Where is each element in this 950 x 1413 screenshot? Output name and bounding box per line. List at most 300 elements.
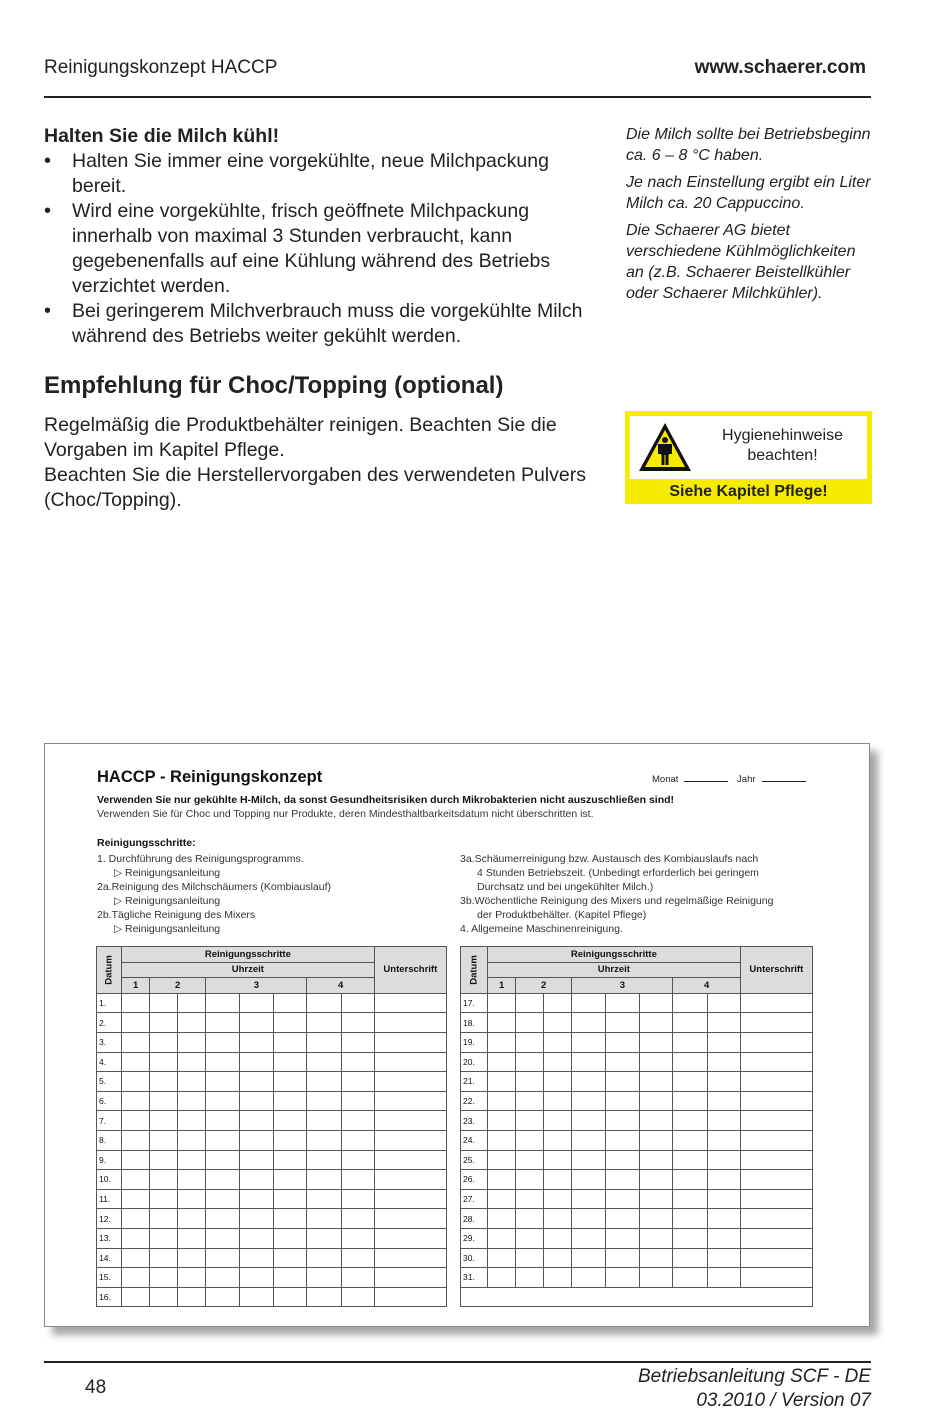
signature-cell[interactable] (740, 1091, 812, 1111)
time-cell[interactable] (178, 1032, 206, 1052)
time-cell[interactable] (606, 1091, 640, 1111)
time-cell[interactable] (673, 1150, 707, 1170)
signature-header: Unterschrift (740, 947, 812, 994)
time-cell[interactable] (341, 1248, 374, 1268)
signature-cell[interactable] (374, 1111, 446, 1131)
time-cell[interactable] (516, 1130, 544, 1150)
time-cell[interactable] (640, 1248, 673, 1268)
time-cell[interactable] (572, 1091, 606, 1111)
time-cell[interactable] (240, 1287, 274, 1307)
time-cell[interactable] (150, 1170, 178, 1190)
time-cell[interactable] (707, 1032, 740, 1052)
time-cell[interactable] (341, 1150, 374, 1170)
time-cell[interactable] (673, 1170, 707, 1190)
time-cell[interactable] (544, 1228, 572, 1248)
time-cell[interactable] (572, 1150, 606, 1170)
day-number: 19. (461, 1032, 488, 1052)
time-cell[interactable] (307, 1170, 341, 1190)
log-table-left (96, 946, 447, 1307)
signature-cell[interactable] (740, 1013, 812, 1033)
time-cell[interactable] (606, 1111, 640, 1131)
time-cell[interactable] (150, 1287, 178, 1307)
time-cell[interactable] (640, 1091, 673, 1111)
signature-cell[interactable] (740, 1268, 812, 1288)
signature-cell[interactable] (740, 1111, 812, 1131)
time-cell[interactable] (640, 1013, 673, 1033)
time-cell[interactable] (673, 1130, 707, 1150)
time-cell[interactable] (150, 1209, 178, 1229)
time-cell[interactable] (673, 1248, 707, 1268)
time-cell[interactable] (150, 1013, 178, 1033)
time-cell[interactable] (307, 1091, 341, 1111)
time-cell[interactable] (544, 1111, 572, 1131)
step-line: 4. Allgemeine Maschinenreinigung. (460, 923, 623, 935)
time-cell[interactable] (516, 1013, 544, 1033)
time-cell[interactable] (274, 1209, 307, 1229)
time-cell[interactable] (341, 1091, 374, 1111)
time-cell[interactable] (122, 1170, 150, 1190)
time-cell[interactable] (240, 1052, 274, 1072)
time-cell[interactable] (488, 1032, 516, 1052)
time-cell[interactable] (516, 1032, 544, 1052)
day-number: 31. (461, 1268, 488, 1288)
signature-cell[interactable] (740, 1189, 812, 1209)
steps-header: Reinigungsschritte (122, 947, 375, 963)
signature-cell[interactable] (374, 1072, 446, 1092)
time-cell[interactable] (516, 1111, 544, 1131)
signature-cell[interactable] (740, 1052, 812, 1072)
time-cell[interactable] (178, 1111, 206, 1131)
time-cell[interactable] (307, 1032, 341, 1052)
time-cell[interactable] (178, 1052, 206, 1072)
time-cell[interactable] (178, 1091, 206, 1111)
time-cell[interactable] (206, 1032, 240, 1052)
time-cell[interactable] (673, 1072, 707, 1092)
signature-cell[interactable] (740, 1248, 812, 1268)
time-cell[interactable] (516, 1248, 544, 1268)
time-cell[interactable] (206, 993, 240, 1013)
time-cell[interactable] (341, 1228, 374, 1248)
time-cell[interactable] (640, 1228, 673, 1248)
time-cell[interactable] (572, 993, 606, 1013)
time-cell[interactable] (307, 1130, 341, 1150)
time-cell[interactable] (606, 1150, 640, 1170)
time-cell[interactable] (673, 1228, 707, 1248)
time-cell[interactable] (606, 1268, 640, 1288)
time-cell[interactable] (572, 1052, 606, 1072)
time-cell[interactable] (206, 1268, 240, 1288)
time-cell[interactable] (122, 1189, 150, 1209)
time-cell[interactable] (341, 993, 374, 1013)
signature-cell[interactable] (740, 1209, 812, 1229)
time-cell[interactable] (274, 1130, 307, 1150)
day-row (97, 1170, 447, 1190)
time-cell[interactable] (178, 1189, 206, 1209)
time-cell[interactable] (707, 993, 740, 1013)
time-cell[interactable] (274, 1052, 307, 1072)
time-cell[interactable] (488, 1091, 516, 1111)
time-cell[interactable] (274, 1287, 307, 1307)
time-cell[interactable] (206, 1091, 240, 1111)
time-cell[interactable] (544, 1052, 572, 1072)
time-cell[interactable] (206, 1248, 240, 1268)
time-cell[interactable] (150, 1248, 178, 1268)
time-cell[interactable] (516, 1052, 544, 1072)
time-cell[interactable] (307, 1052, 341, 1072)
time-cell[interactable] (206, 1130, 240, 1150)
time-cell[interactable] (488, 1248, 516, 1268)
header-website: www.schaerer.com (694, 57, 866, 78)
time-cell[interactable] (606, 1013, 640, 1033)
time-cell[interactable] (673, 1052, 707, 1072)
time-cell[interactable] (206, 1111, 240, 1131)
time-cell[interactable] (673, 993, 707, 1013)
time-cell[interactable] (274, 1072, 307, 1092)
time-cell[interactable] (122, 993, 150, 1013)
time-cell[interactable] (307, 993, 341, 1013)
time-cell[interactable] (488, 1209, 516, 1229)
time-cell[interactable] (572, 1013, 606, 1033)
signature-cell[interactable] (374, 1189, 446, 1209)
signature-cell[interactable] (374, 1209, 446, 1229)
time-cell[interactable] (240, 1091, 274, 1111)
time-cell[interactable] (488, 1072, 516, 1092)
time-cell[interactable] (516, 1091, 544, 1111)
time-cell[interactable] (707, 1111, 740, 1131)
time-cell[interactable] (307, 1013, 341, 1033)
time-cell[interactable] (122, 1268, 150, 1288)
time-cell[interactable] (178, 1248, 206, 1268)
time-cell[interactable] (606, 1189, 640, 1209)
time-cell[interactable] (640, 1268, 673, 1288)
day-row (97, 1052, 447, 1072)
signature-cell[interactable] (374, 1013, 446, 1033)
time-cell[interactable] (240, 1150, 274, 1170)
time-cell[interactable] (206, 1228, 240, 1248)
time-cell[interactable] (606, 993, 640, 1013)
time-cell[interactable] (673, 1268, 707, 1288)
time-cell[interactable] (707, 1209, 740, 1229)
time-cell[interactable] (516, 1072, 544, 1092)
time-cell[interactable] (341, 1111, 374, 1131)
signature-cell[interactable] (374, 1248, 446, 1268)
time-cell[interactable] (640, 1052, 673, 1072)
time-cell[interactable] (516, 1170, 544, 1190)
time-cell[interactable] (341, 1052, 374, 1072)
time-cell[interactable] (544, 1150, 572, 1170)
time-cell[interactable] (673, 1091, 707, 1111)
day-number: 26. (461, 1170, 488, 1190)
time-cell[interactable] (640, 1209, 673, 1229)
time-cell[interactable] (640, 1032, 673, 1052)
time-cell[interactable] (122, 1209, 150, 1229)
time-cell[interactable] (240, 1170, 274, 1190)
time-cell[interactable] (516, 1228, 544, 1248)
time-cell[interactable] (488, 1111, 516, 1131)
time-cell[interactable] (274, 1111, 307, 1131)
time-cell[interactable] (240, 1130, 274, 1150)
time-cell[interactable] (488, 1130, 516, 1150)
time-cell[interactable] (572, 1111, 606, 1131)
time-cell[interactable] (606, 1072, 640, 1092)
time-cell[interactable] (178, 1268, 206, 1288)
time-cell[interactable] (572, 1170, 606, 1190)
time-cell[interactable] (516, 993, 544, 1013)
time-cell[interactable] (150, 1072, 178, 1092)
time-cell[interactable] (707, 1072, 740, 1092)
time-cell[interactable] (707, 1189, 740, 1209)
signature-cell[interactable] (374, 1032, 446, 1052)
time-cell[interactable] (178, 1170, 206, 1190)
time-cell[interactable] (673, 1032, 707, 1052)
time-cell[interactable] (707, 1091, 740, 1111)
time-cell[interactable] (640, 1150, 673, 1170)
time-cell[interactable] (150, 1052, 178, 1072)
header-title: Reinigungskonzept HACCP (44, 57, 278, 78)
time-cell[interactable] (274, 1032, 307, 1052)
time-cell[interactable] (307, 1150, 341, 1170)
signature-cell[interactable] (740, 1170, 812, 1190)
time-cell[interactable] (206, 1150, 240, 1170)
time-cell[interactable] (240, 993, 274, 1013)
time-cell[interactable] (488, 993, 516, 1013)
milk-heading: Halten Sie die Milch kühl! (44, 125, 280, 147)
time-cell[interactable] (307, 1072, 341, 1092)
time-cell[interactable] (640, 1189, 673, 1209)
time-cell[interactable] (572, 1209, 606, 1229)
step-line: 3b.Wöchentliche Reinigung des Mixers und regelmäßige Reinigung (460, 895, 774, 907)
time-cell[interactable] (544, 1248, 572, 1268)
time-cell[interactable] (544, 1032, 572, 1052)
day-row (461, 1228, 813, 1248)
time-cell[interactable] (488, 1170, 516, 1190)
time-cell[interactable] (640, 1130, 673, 1150)
time-cell[interactable] (307, 1111, 341, 1131)
time-cell[interactable] (606, 1130, 640, 1150)
signature-cell[interactable] (740, 1032, 812, 1052)
page-number: 48 (85, 1377, 107, 1398)
time-cell[interactable] (307, 1189, 341, 1209)
time-cell[interactable] (606, 1209, 640, 1229)
time-cell[interactable] (544, 1072, 572, 1092)
time-cell[interactable] (707, 1228, 740, 1248)
time-cell[interactable] (606, 1032, 640, 1052)
time-cell[interactable] (178, 1228, 206, 1248)
time-cell[interactable] (274, 993, 307, 1013)
time-cell[interactable] (707, 1150, 740, 1170)
time-cell[interactable] (673, 1111, 707, 1131)
time-cell[interactable] (240, 1013, 274, 1033)
time-cell[interactable] (673, 1189, 707, 1209)
time-cell[interactable] (274, 1013, 307, 1033)
signature-cell[interactable] (740, 1228, 812, 1248)
time-cell[interactable] (572, 1130, 606, 1150)
time-cell[interactable] (341, 1268, 374, 1288)
time-cell[interactable] (707, 1248, 740, 1268)
time-cell[interactable] (516, 1268, 544, 1288)
footer-divider (44, 1361, 871, 1363)
signature-cell[interactable] (374, 993, 446, 1013)
signature-cell[interactable] (374, 1130, 446, 1150)
signature-cell[interactable] (374, 1091, 446, 1111)
time-cell[interactable] (572, 1248, 606, 1268)
time-cell[interactable] (341, 1170, 374, 1190)
time-cell[interactable] (150, 1268, 178, 1288)
time-cell[interactable] (122, 1228, 150, 1248)
signature-cell[interactable] (374, 1150, 446, 1170)
time-cell[interactable] (572, 1268, 606, 1288)
time-cell[interactable] (150, 1111, 178, 1131)
time-cell[interactable] (544, 1268, 572, 1288)
time-cell[interactable] (544, 1170, 572, 1190)
time-cell[interactable] (707, 1013, 740, 1033)
time-cell[interactable] (240, 1032, 274, 1052)
day-row (97, 1248, 447, 1268)
time-cell[interactable] (341, 1072, 374, 1092)
time-cell[interactable] (240, 1248, 274, 1268)
time-cell[interactable] (122, 1248, 150, 1268)
time-cell[interactable] (640, 1170, 673, 1190)
time-cell[interactable] (240, 1209, 274, 1229)
time-cell[interactable] (544, 1189, 572, 1209)
time-cell[interactable] (206, 1072, 240, 1092)
time-cell[interactable] (122, 1032, 150, 1052)
time-cell[interactable] (544, 1013, 572, 1033)
time-cell[interactable] (274, 1170, 307, 1190)
time-cell[interactable] (206, 1170, 240, 1190)
signature-cell[interactable] (374, 1052, 446, 1072)
time-cell[interactable] (544, 1209, 572, 1229)
time-cell[interactable] (122, 1130, 150, 1150)
time-cell[interactable] (488, 1013, 516, 1033)
signature-cell[interactable] (740, 993, 812, 1013)
time-cell[interactable] (488, 1268, 516, 1288)
time-cell[interactable] (544, 1130, 572, 1150)
time-cell[interactable] (178, 1287, 206, 1307)
time-cell[interactable] (274, 1091, 307, 1111)
time-cell[interactable] (307, 1228, 341, 1248)
time-cell[interactable] (240, 1189, 274, 1209)
time-cell[interactable] (341, 1189, 374, 1209)
time-cell[interactable] (707, 1170, 740, 1190)
signature-cell[interactable] (374, 1268, 446, 1288)
time-cell[interactable] (307, 1268, 341, 1288)
time-cell[interactable] (178, 1013, 206, 1033)
time-cell[interactable] (488, 1228, 516, 1248)
time-cell[interactable] (274, 1150, 307, 1170)
time-cell[interactable] (240, 1072, 274, 1092)
time-cell[interactable] (488, 1150, 516, 1170)
time-cell[interactable] (516, 1189, 544, 1209)
time-cell[interactable] (341, 1013, 374, 1033)
signature-cell[interactable] (374, 1228, 446, 1248)
time-cell[interactable] (341, 1130, 374, 1150)
time-cell[interactable] (206, 1189, 240, 1209)
day-row (461, 1189, 813, 1209)
signature-cell[interactable] (740, 1130, 812, 1150)
time-cell[interactable] (572, 1032, 606, 1052)
time-cell[interactable] (307, 1287, 341, 1307)
time-cell[interactable] (178, 1072, 206, 1092)
time-cell[interactable] (606, 1248, 640, 1268)
signature-cell[interactable] (374, 1287, 446, 1307)
time-cell[interactable] (178, 1209, 206, 1229)
time-cell[interactable] (572, 1228, 606, 1248)
time-cell[interactable] (606, 1228, 640, 1248)
time-cell[interactable] (707, 1268, 740, 1288)
time-cell[interactable] (544, 1091, 572, 1111)
time-cell[interactable] (606, 1170, 640, 1190)
time-cell[interactable] (122, 1052, 150, 1072)
time-cell[interactable] (307, 1209, 341, 1229)
time-cell[interactable] (274, 1228, 307, 1248)
time-cell[interactable] (122, 1072, 150, 1092)
time-cell[interactable] (122, 1013, 150, 1033)
time-cell[interactable] (206, 1209, 240, 1229)
milk-bullet: • Wird eine vorgekühlte, frisch geöffnete Milchpackung innerhalb von maximal 3 Stunden verbraucht, kann gegebenenfalls auf eine Kühlung während des Betriebs verzichtet werden. (44, 199, 604, 299)
signature-cell[interactable] (740, 1072, 812, 1092)
time-cell[interactable] (640, 1072, 673, 1092)
time-cell[interactable] (240, 1268, 274, 1288)
time-cell[interactable] (640, 993, 673, 1013)
time-cell[interactable] (206, 1287, 240, 1307)
time-cell[interactable] (178, 1150, 206, 1170)
time-cell[interactable] (150, 993, 178, 1013)
time-cell[interactable] (544, 993, 572, 1013)
time-cell[interactable] (516, 1150, 544, 1170)
time-cell[interactable] (606, 1052, 640, 1072)
time-cell[interactable] (178, 1130, 206, 1150)
time-cell[interactable] (707, 1052, 740, 1072)
time-cell[interactable] (206, 1052, 240, 1072)
time-cell[interactable] (307, 1248, 341, 1268)
time-cell[interactable] (178, 993, 206, 1013)
time-cell[interactable] (122, 1091, 150, 1111)
time-cell[interactable] (341, 1287, 374, 1307)
time-cell[interactable] (240, 1228, 274, 1248)
time-cell[interactable] (150, 1189, 178, 1209)
time-cell[interactable] (206, 1013, 240, 1033)
time-cell[interactable] (150, 1228, 178, 1248)
time-cell[interactable] (122, 1150, 150, 1170)
time-cell[interactable] (150, 1150, 178, 1170)
time-cell[interactable] (673, 1013, 707, 1033)
warning-footer: Siehe Kapitel Pflege! (669, 483, 828, 500)
time-cell[interactable] (516, 1209, 544, 1229)
time-cell[interactable] (150, 1091, 178, 1111)
day-number: 27. (461, 1189, 488, 1209)
time-cell[interactable] (488, 1052, 516, 1072)
time-cell[interactable] (341, 1209, 374, 1229)
signature-cell[interactable] (374, 1170, 446, 1190)
time-cell[interactable] (274, 1189, 307, 1209)
time-cell[interactable] (572, 1189, 606, 1209)
time-cell[interactable] (341, 1032, 374, 1052)
time-cell[interactable] (122, 1287, 150, 1307)
time-cell[interactable] (707, 1130, 740, 1150)
signature-cell[interactable] (740, 1150, 812, 1170)
time-cell[interactable] (572, 1072, 606, 1092)
time-cell[interactable] (274, 1268, 307, 1288)
time-cell[interactable] (640, 1111, 673, 1131)
time-cell[interactable] (122, 1111, 150, 1131)
time-cell[interactable] (488, 1189, 516, 1209)
time-cell[interactable] (240, 1111, 274, 1131)
time-cell[interactable] (673, 1209, 707, 1229)
time-cell[interactable] (150, 1130, 178, 1150)
time-cell[interactable] (150, 1032, 178, 1052)
time-cell[interactable] (274, 1248, 307, 1268)
